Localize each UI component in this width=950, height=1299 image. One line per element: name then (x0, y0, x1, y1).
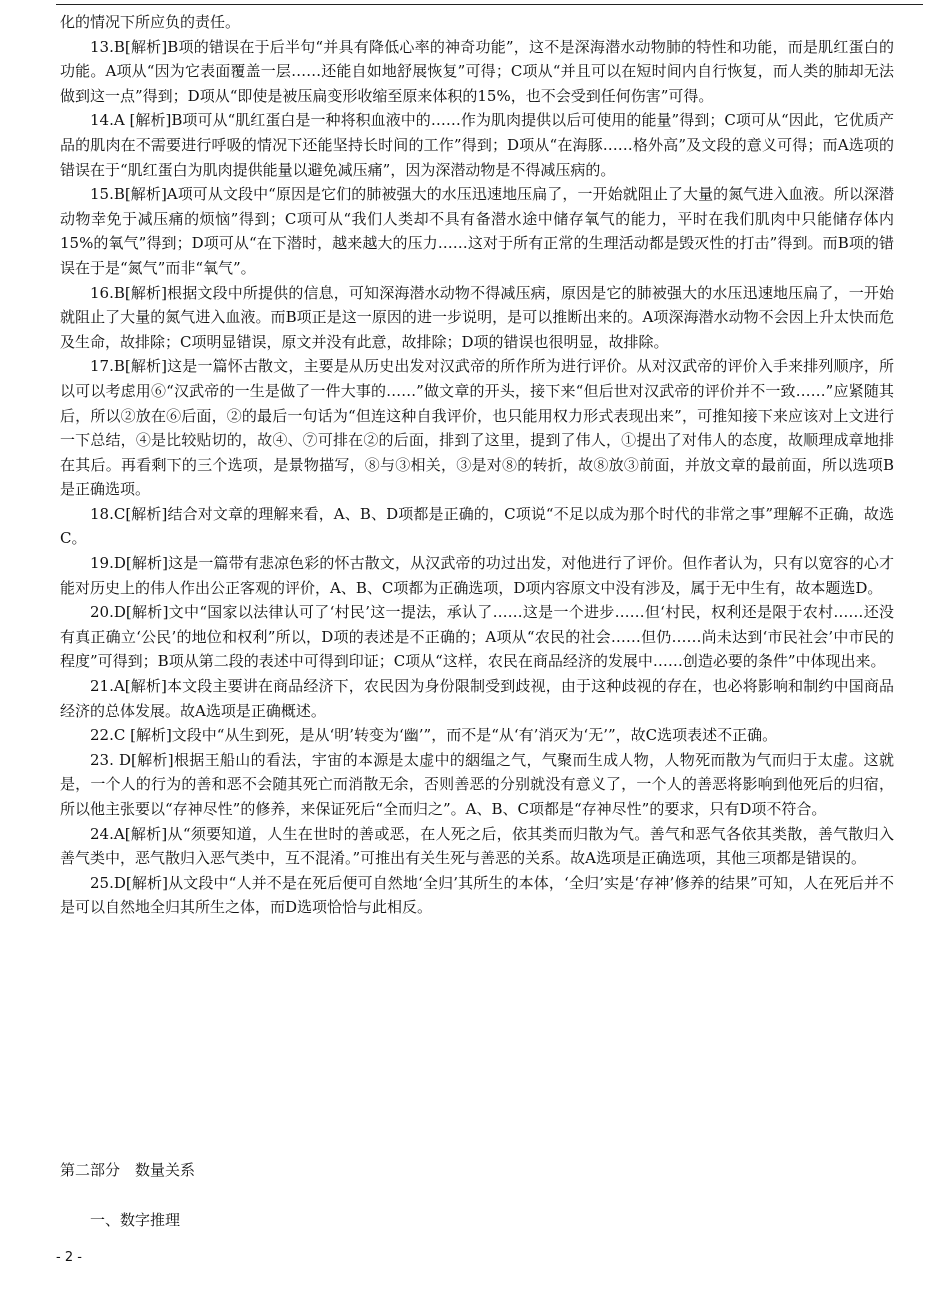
answer-21: 21.A[解析]本文段主要讲在商品经济下，农民因为身份限制受到歧视，由于这种歧视的存在，也必将影响和制约中国商品经济的总体发展。故A选项是正确概述。 (60, 677, 894, 720)
answer-23: 23. D[解析]根据王船山的看法，宇宙的本源是太虚中的絪缊之气，气聚而生成人物，人物死而散为气而归于太虚。这就是，一个人的行为的善和恶不会随其死亡而消散无余，否则善恶的分别就没有意义了，一个人的善恶将影响到他死后的归宿，所以他主张要以“存神尽性”的修养，来保证死后“全而归之”。A、B、C项都是“存神尽性”的要求，只有D项不符合。 (60, 750, 894, 818)
section-title: 第二部分 数量关系 (60, 1161, 196, 1179)
subsection-title: 一、数字推理 (90, 1211, 181, 1229)
answer-18: 18.C[解析]结合对文章的理解来看，A、B、D项都是正确的，C项说“不足以成为那个时代的非常之事”理解不正确，故选C。 (60, 504, 894, 548)
answer-explanations (60, 10, 894, 920)
answer-15: 15.B[解析]A项可从文段中“原因是它们的肺被强大的水压迅速地压扁了，一开始就阻止了大量的氮气进入血液。所以深潜动物幸免于减压痛的烦恼”得到；C项可从“我们人类却不具有备潜水途中储存氧气的能力，平时在我们肌肉中只能储存体内15%的氧气”得到；D项可从“在下潜时，越来越大的压力……这对于所有正常的生理活动都是毁灭性的打击”得到。而B项的错误在于是“氮气”而非“氧气”。 (60, 185, 894, 277)
answer-17: 17.B[解析]这是一篇怀古散文，主要是从历史出发对汉武帝的所作所为进行评价。从对汉武帝的评价入手来排列顺序，所以可以考虑用⑥“汉武帝的一生是做了一件大事的……”做文章的开头，接下来“但后世对汉武帝的评价并不一致……”应紧随其后，所以②放在⑥后面，②的最后一句话为“但连这种自我评价，也只能用权力形式表现出来”，可推知接下来应该对上文进行一下总结，④是比较贴切的，故④、⑦可排在②的后面，排到了这里，提到了伟人，①提出了对伟人的态度，故顺理成章地排在其后。再看剩下的三个选项，是景物描写，⑧与③相关，③是对⑧的转折，故⑧放③前面，并放文章的最前面，所以选项B是正确选项。 (60, 357, 894, 499)
page-number: - 2 - (56, 1250, 82, 1265)
answer-16: 16.B[解析]根据文段中所提供的信息，可知深海潜水动物不得减压病，原因是它的肺被强大的水压迅速地压扁了，一开始就阻止了大量的氮气进入血液。而B项正是这一原因的进一步说明，是可以推断出来的。A项深海潜水动物不会因上升太快而危及生命，故排除；C项明显错误，原文并没有此意，故排除；D项的错误也很明显，故排除。 (60, 283, 894, 351)
top-rule-divider (56, 4, 923, 5)
answer-24: 24.A[解析]从“须要知道，人生在世时的善或恶，在人死之后，依其类而归散为气。善气和恶气各依其类散，善气散归入善气类中，恶气散归入恶气类中，互不混淆。”可推出有关生死与善恶的关系。故A选项是正确选项，其他三项都是错误的。 (60, 824, 894, 868)
answer-13: 13.B[解析]B项的错误在于后半句“并具有降低心率的神奇功能”，这不是深海潜水动物肺的特性和功能，而是肌红蛋白的功能。A项从“因为它表面覆盖一层……还能自如地舒展恢复”可得；C项从“并且可以在短时间内自行恢复，而人类的肺却无法做到这一点”得到；D项从“即使是被压扁变形收缩至原来体积的15%，也不会受到任何伤害”可得。 (60, 37, 894, 105)
answer-19: 19.D[解析]这是一篇带有悲凉色彩的怀古散文，从汉武帝的功过出发，对他进行了评价。但作者认为，只有以宽容的心才能对历史上的伟人作出公正客观的评价，A、B、C项都为正确选项，D项内容原文中没有涉及，属于无中生有，故本题选D。 (60, 554, 894, 597)
answer-22: 22.C [解析]文段中“从生到死，是从‘明’转变为‘幽’”，而不是“从‘有’消灭为‘无’”，故C选项表述不正确。 (90, 726, 778, 745)
answer-25: 25.D[解析]从文段中“人并不是在死后便可自然地‘全归’其所生的本体，‘全归’实是‘存神’修养的结果”可知，人在死后并不是可以自然地全归其所生之体，而D选项恰恰与此相反。 (60, 873, 894, 917)
answer-20: 20.D[解析]文中“国家以法律认可了‘村民’这一提法，承认了……这是一个进步……但‘村民，权利还是限于农村……还没有真正确立‘公民’的地位和权利”所以，D项的表述是不正确的；A项从“农民的社会……但仍……尚未达到‘市民社会’中市民的程度”可得到；B项从第二段的表述中可得到印证；C项从“这样，农民在商品经济的发展中……创造必要的条件”中体现出来。 (60, 603, 894, 671)
answer-14: 14.A [解析]B项可从“肌红蛋白是一种将积血液中的……作为肌肉提供以后可使用的能量”得到；C项可从“因此，它优质产品的肌肉在不需要进行呼吸的情况下还能坚持长时间的工作”得到；D项从“在海豚……格外高”及文段的意义可得；而A选项的错误在于“肌红蛋白为肌肉提供能量以避免减压痛”，因为深潜动物是不得减压病的。 (60, 111, 894, 179)
intro-line: 化的情况下所应负的责任。 (60, 13, 241, 31)
